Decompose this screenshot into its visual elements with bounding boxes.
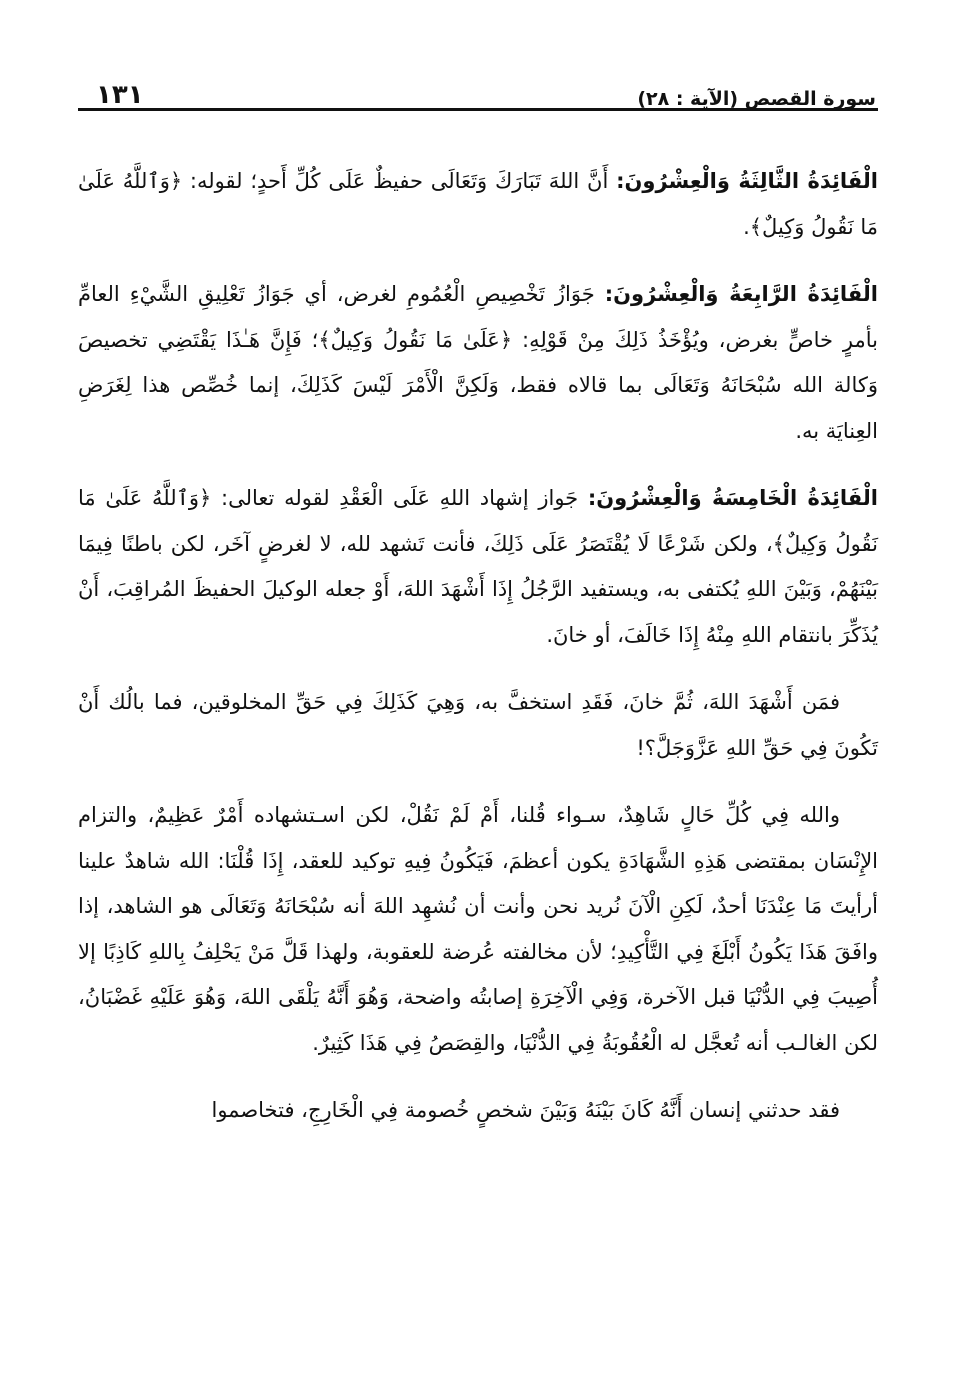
paragraph-story [78,1088,878,1134]
paragraph-benefit-24 [78,272,878,454]
benefit-heading: الْفَائِدَةُ الْخَامِسَةُ وَالْعِشْرُونَ: [587,486,878,510]
paragraph-witness [78,793,878,1066]
paragraph-text: والله فِي كُلِّ حَالٍ شَاهِدٌ، سـواء قُلنا، أَمْ لَمْ نَقُلْ، لكن اسـتشهاده أَمْرٌ عَظِيمٌ، والتزام الإِنْسَان بمقتضى هَذِهِ الشَّهَادَةِ يكون أعظمَ، فَيَكُونُ فِيهِ توكيد للعقد، إِذَا قُلْنَا: الله شاهدٌ علينا أرأيتَ مَا عِنْدَنَا أحدٌ، لَكِنِ الْآنَ نُريد نحن وأنت أن نُشهِد اللهَ أنه سُبْحَانَهُ وَتَعَالَى هو الشاهد، إذا وافَقَ هَذَا يَكُونُ أَبْلَغَ فِي التَّأْكِيدِ؛ لأن مخالفته عُرضة للعقوبة، ولهذا قَلَّ مَنْ يَحْلِفُ بِاللهِ كَاذِبًا إلا أُصِيبَ فِي الدُّنْيَا قبل الآخرة، وَفِي الْآخِرَةِ إصابتُه واضحة، وَهُوَ أَنَّهُ يَلْقَى اللهَ، وَهُوَ عَلَيْهِ غَضْبَانُ، لكن الغالـب أنه تُعجَّل له الْعُقُوبَةُ فِي الدُّنْيَا، والقِصَصُ فِي هَذَا كَثِيرٌ. [78,803,878,1055]
paragraph-benefit-23 [78,159,878,250]
paragraph-betrayal [78,680,878,771]
paragraph-benefit-25 [78,476,878,658]
page-body [78,159,878,1134]
surah-title: سورة القصص (الآية : ٢٨) [637,88,876,110]
paragraph-text: جَوَازُ تَخْصِيصِ الْعُمُومِ لغرض، أي جَوَازُ تَعْلِيقِ الشَّيْءِ العامِّ بأمرٍ خاصٍّ بغرض، ويُؤْخَذُ ذَلِكَ مِنْ قَوْلِهِ: ﴿عَلَىٰ مَا نَقُولُ وَكِيلٌ﴾؛ فَإِنَّ هَـٰذَا يَقْتَضِي تخصيصَ وَكالة الله سُبْحَانَهُ وَتَعَالَى بما قالاه فقط، وَلَكِنَّ الْأَمْرَ لَيْسَ كَذَلِكَ، إنما خُصِّص هذا لِغَرَضِ العِنايَة به. [78,282,878,443]
paragraph-text: فقد حدثني إنسان أَنَّهُ كَانَ بَيْنَهُ وَبَيْنَ شخصٍ خُصومة فِي الْخَارِجِ، فتخاصموا [211,1098,840,1122]
paragraph-text: جَواز إشهاد اللهِ عَلَى الْعَقْدِ لقوله تعالى: ﴿وَٱللَّهُ عَلَىٰ مَا نَقُولُ وَكِيلٌ﴾، ولكن شَرْعًا لَا يُقْتَصَرُ عَلَى ذَلِكَ، فأنت تَشهد لله، لا لغرضٍ آخَر، لكن باطنًا فِيمَا بَيْنَهُمْ، وَبَيْنَ اللهِ يُكتفى به، ويستفيد الرَّجُلُ إِذَا أَشْهَدَ اللهَ، أَوْ جعله الوكيلَ الحفيظَ المُراقِبَ، أَنْ يُذَكِّرَ بانتقام اللهِ مِنْهُ إِذَا خَالَفَ، أو خانَ. [78,486,878,647]
paragraph-text: فمَن أَشْهَدَ اللهَ، ثُمَّ خانَ، فَقَدِ استخفَّ به، وَهِيَ كَذَلِكَ فِي حَقِّ المخلوقين، فما بالُك أَنْ تَكُونَ فِي حَقِّ اللهِ عَزَّوَجَلَّ؟! [78,690,878,760]
page-number: ١٣١ [96,80,144,110]
book-page [78,60,878,1360]
benefit-heading: الْفَائِدَةُ الثَّالِثَةُ وَالْعِشْرُونَ: [616,169,878,193]
running-header [78,60,878,111]
benefit-heading: الْفَائِدَةُ الرَّابِعَةُ وَالْعِشْرُونَ: [604,282,878,306]
paragraph-text: أَنَّ اللهَ تَبَارَكَ وَتَعَالَى حفيظٌ عَلَى كُلِّ أَحدٍ؛ لقوله: ﴿وَٱللَّهُ عَلَىٰ مَا نَقُولُ وَكِيلٌ﴾. [78,169,878,239]
